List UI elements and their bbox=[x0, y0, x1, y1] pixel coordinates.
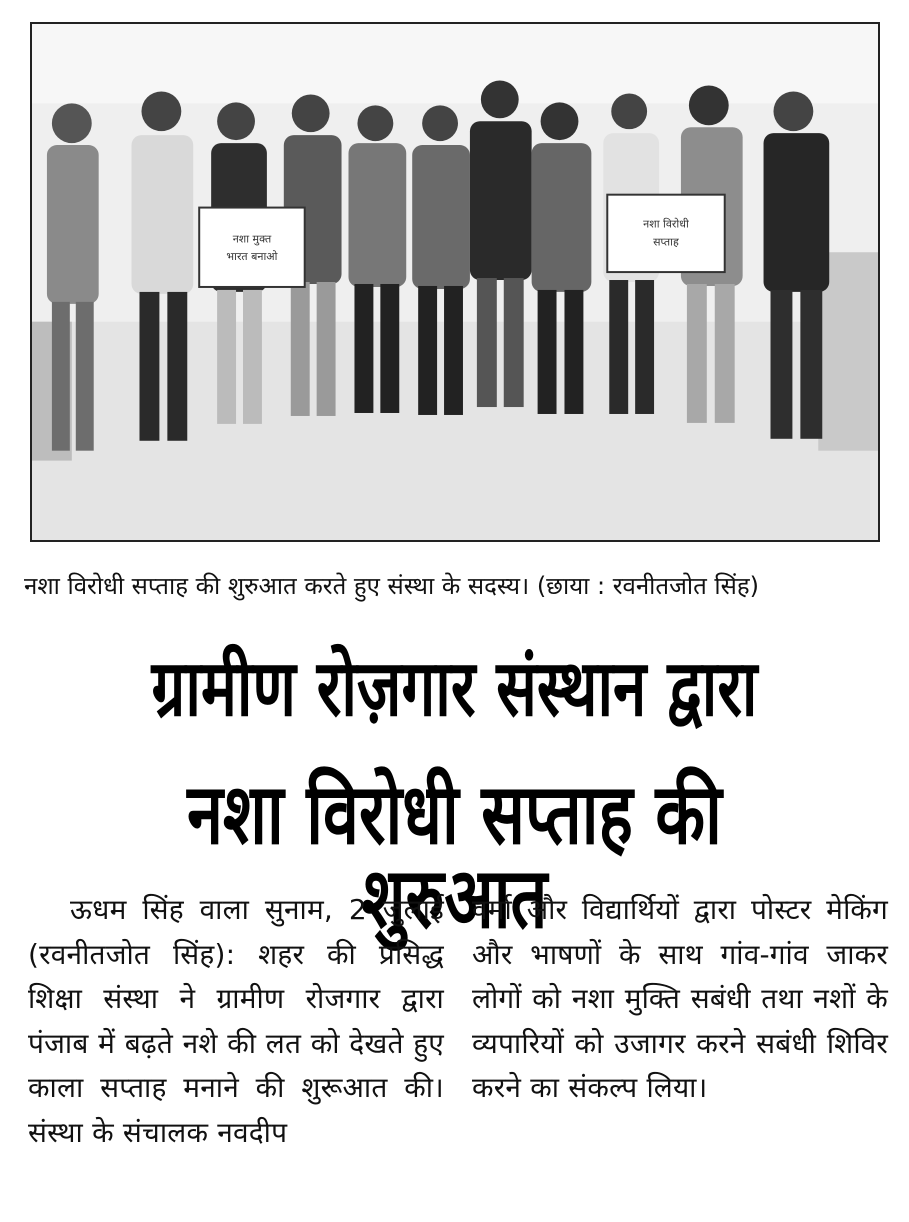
article-column-2-text: वर्मा और विद्यार्थियों द्वारा पोस्टर मेकिंग और भाषणों के साथ गांव-गांव जाकर लोगों को नशा मुक्ति सबंधी तथा नशों के व्यपारियों को उजागर करने सबंधी शिविर करने का संकल्प लिया। bbox=[472, 893, 888, 1105]
group-photo-illustration bbox=[32, 24, 878, 540]
placard-right-line1: नशा विरोधी bbox=[643, 217, 689, 231]
placard-left bbox=[199, 208, 305, 287]
placard-left-line2: भारत बनाओ bbox=[226, 250, 278, 264]
photo-caption: नशा विरोधी सप्ताह की शुरुआत करते हुए संस्था के सदस्य। (छाया : रवनीतजोत सिंह) bbox=[24, 572, 759, 600]
article-column-1-text: ऊधम सिंह वाला सुनाम, 2 जुलाई (रवनीतजोत सिंह): शहर की प्रसिद्ध शिक्षा संस्था ने ग्रामीण रोजगार द्वारा पंजाब में बढ़ते नशे की लत को देखते हुए काला सप्ताह मनाने की शुरूआत की। संस्था के संचालक नवदीप bbox=[28, 893, 444, 1149]
article-column-2 bbox=[472, 888, 888, 1203]
headline-line-2: नशा विरोधी सप्ताह की शुरुआत bbox=[187, 765, 722, 947]
group-photo bbox=[30, 22, 880, 542]
placard-left-line1: नशा मुक्त bbox=[232, 232, 272, 246]
wall-top bbox=[32, 24, 878, 103]
article-body bbox=[28, 888, 888, 1203]
headline-line-1: ग्रामीण रोज़गार संस्थान द्वारा bbox=[151, 644, 758, 734]
placard-right-line2: सप्ताह bbox=[653, 235, 679, 249]
placard-right bbox=[607, 195, 724, 272]
article-column-1 bbox=[28, 888, 444, 1203]
